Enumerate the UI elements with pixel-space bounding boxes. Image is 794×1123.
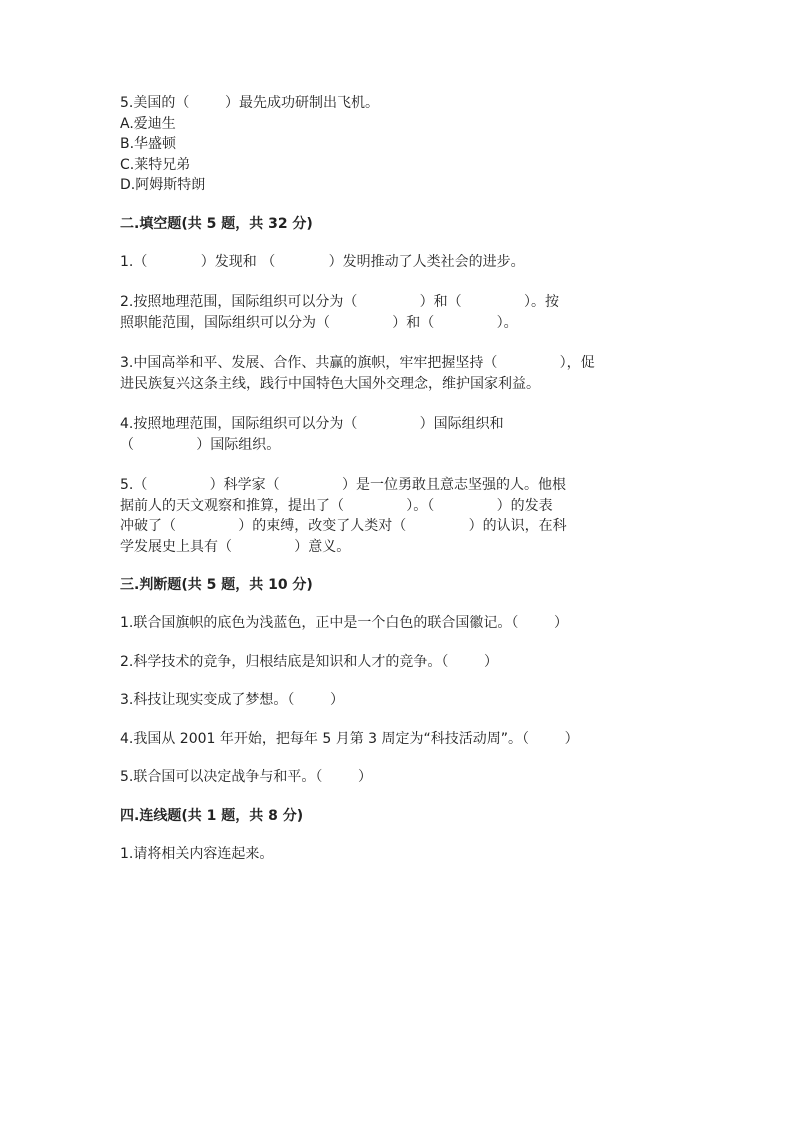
matching-question-1: 1.请将相关内容连起来。 (120, 845, 274, 862)
question-line: （ ）国际组织。 (120, 436, 281, 453)
question-line: 2.按照地理范围，国际组织可以分为（ ）和（ ）。按 (120, 294, 559, 310)
option-b: B.华盛顿 (120, 136, 177, 152)
judge-question-1: 1.联合国旗帜的底色为浅蓝色，正中是一个白色的联合国徽记。（ ） (120, 615, 568, 631)
question-line: 冲破了（ ）的束缚，改变了人类对（ ）的认识，在科 (120, 518, 567, 534)
question-line: 4.按照地理范围，国际组织可以分为（ ）国际组织和 (120, 416, 504, 432)
fill-question-2 (120, 292, 674, 333)
fill-question-3 (120, 353, 674, 394)
question-line: 3.中国高举和平、发展、合作、共赢的旗帜，牢牢把握坚持（ ），促 (120, 355, 595, 371)
question-stem: 5.美国的（ ）最先成功研制出飞机。 (120, 95, 379, 111)
question-line: 5.（ ）科学家（ ）是一位勇敢且意志坚强的人。他根 (120, 477, 566, 493)
question-line: 进民族复兴这条主线，践行中国特色大国外交理念，维护国家利益。 (120, 375, 540, 392)
judge-question-4: 4.我国从 2001 年开始，把每年 5 月第 3 周定为“科技活动周”。（ ） (120, 730, 579, 747)
option-a: A.爱迪生 (120, 115, 176, 132)
section-heading-fill-blank: 二.填空题(共 5 题，共 32 分) (120, 215, 313, 232)
mc-question-5 (120, 93, 674, 196)
question-line: 照职能范围，国际组织可以分为（ ）和（ ）。 (120, 314, 518, 331)
fill-question-5 (120, 475, 674, 557)
question-line: 据前人的天文观察和推算，提出了（ ）。（ ）的发表 (120, 497, 553, 514)
judge-question-5: 5.联合国可以决定战争与和平。（ ） (120, 769, 372, 785)
section-heading-true-false: 三.判断题(共 5 题，共 10 分) (120, 577, 313, 593)
option-c: C.莱特兄弟 (120, 156, 191, 173)
fill-question-4 (120, 414, 674, 455)
option-d: D.阿姆斯特朗 (120, 177, 206, 193)
judge-question-2: 2.科学技术的竞争，归根结底是知识和人才的竞争。（ ） (120, 653, 498, 670)
fill-question-1: 1.（ ）发现和 （ ）发明推动了人类社会的进步。 (120, 253, 525, 270)
section-heading-matching: 四.连线题(共 1 题，共 8 分) (120, 807, 304, 824)
judge-question-3: 3.科技让现实变成了梦想。（ ） (120, 692, 344, 708)
question-line: 学发展史上具有（ ）意义。 (120, 538, 351, 555)
